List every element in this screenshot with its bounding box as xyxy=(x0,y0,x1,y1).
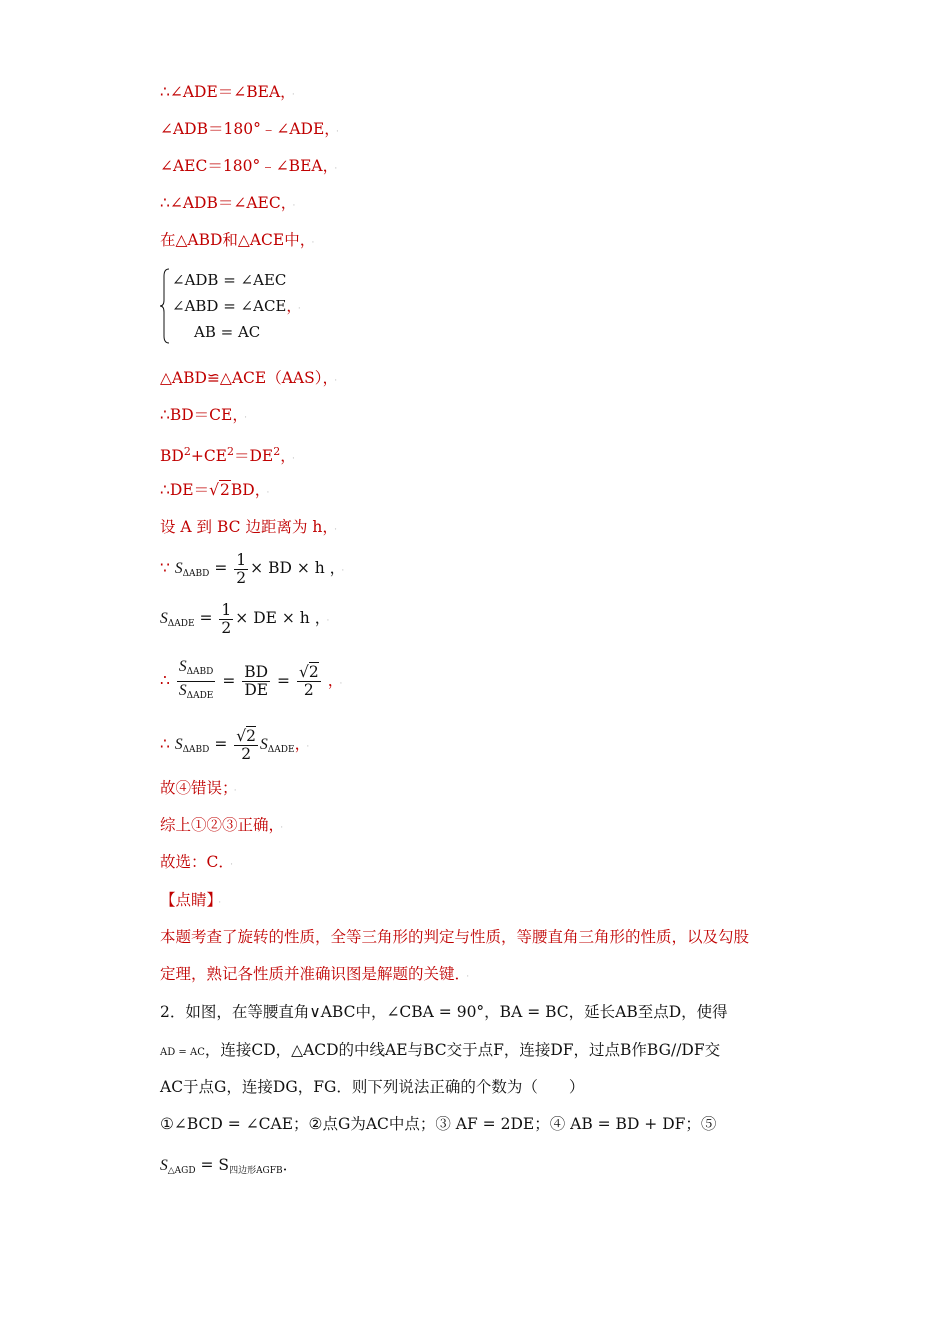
solution-line-5: 在△ABD和△ACE中， · xyxy=(160,231,315,249)
equation-system xyxy=(160,268,360,348)
question-2-line-2: AD = AC，连接CD，△ACD的中线AE与BC交于点F，连接DF，过点B作BG//DF交 xyxy=(160,1041,721,1059)
fraction-sqrt2-over-2: $\frac{√2}{2}$ xyxy=(236,726,257,763)
system-row-2: ∠ABD = ∠ACE， · xyxy=(172,297,301,315)
solution-line-6: △ABD≌△ACE（AAS）， · xyxy=(160,369,338,387)
sqrt-symbol: √2 xyxy=(209,481,230,499)
question-2-line-5: $S_{\triangle AGD} = S_{四边形AGFB}$． xyxy=(160,1156,299,1176)
solution-line-10: 设 A 到 BC 边距离为 h， · xyxy=(160,518,337,536)
system-row-1: ∠ADB = ∠AEC xyxy=(172,271,287,289)
formula-area-abd: ∵ $S_{\Delta ABD}$ = $\frac{1}{2}$ × BD × h ， · xyxy=(160,550,345,587)
solution-line-7: ∴BD＝CE， · xyxy=(160,406,247,424)
question-2-line-3: AC于点G，连接DG，FG．则下列说法正确的个数为（ ） xyxy=(160,1078,585,1096)
fraction-bd-de: $\frac{BD}{DE}$ xyxy=(244,663,269,699)
comment-text-1: 本题考查了旋转的性质，全等三角形的判定与性质，等腰直角三角形的性质，以及勾股 xyxy=(160,928,750,946)
question-2-line-4: ①∠BCD = ∠CAE；②点G为AC中点；③ AF = 2DE；④ AB = BD + DF；⑤ xyxy=(160,1115,717,1133)
solution-line-8: $BD^2+CE^2=DE^2$， · xyxy=(160,445,295,466)
solution-line-16: 综上①②③正确， · xyxy=(160,816,284,834)
solution-line-17: 故选：C． · xyxy=(160,853,233,871)
solution-line-15: 故④错误； · xyxy=(160,779,237,797)
formula-area-ratio: ∴ $\frac{S_{\Delta ABD}}{S_{\Delta ADE}}$ = $\frac{BD}{DE}$ = $\frac{√2}{2}$ ， · xyxy=(160,658,342,706)
brace-icon xyxy=(160,268,170,344)
solution-line-3: ∠AEC＝180°﹣∠BEA， · xyxy=(160,157,338,175)
comment-heading: 【点睛】 · xyxy=(160,891,222,909)
solution-line-4: ∴∠ADB＝∠AEC， · xyxy=(160,194,296,212)
fraction-one-half: $\frac{1}{2}$ xyxy=(236,550,247,587)
fraction-one-half: $\frac{1}{2}$ xyxy=(221,600,232,637)
solution-line-1: ∴∠ADE＝∠BEA， · xyxy=(160,83,295,101)
system-row-3: AB = AC xyxy=(194,323,261,341)
solution-line-2: ∠ADB＝180°﹣∠ADE， · xyxy=(160,120,339,138)
question-2-line-1: 2．如图，在等腰直角∨ABC中，∠CBA = 90°，BA = BC，延长AB至点D，使得 xyxy=(160,1003,728,1021)
comment-text-2: 定理，熟记各性质并准确识图是解题的关键． · xyxy=(160,965,470,983)
formula-area-ade: $S_{\Delta ADE}$ = $\frac{1}{2}$ × DE × h ， · xyxy=(160,600,330,637)
solution-line-9: ∴DE＝√2BD， · xyxy=(160,481,270,499)
fraction-sqrt2-over-2: $\frac{√2}{2}$ xyxy=(298,663,319,699)
formula-area-result: ∴ $S_{\Delta ABD}$ = $\frac{√2}{2}$ $S_{\Delta ADE}$， · xyxy=(160,726,310,763)
fraction-area-ratio: $\frac{S_{\Delta ABD}}{S_{\Delta ADE}}$ xyxy=(178,658,214,701)
